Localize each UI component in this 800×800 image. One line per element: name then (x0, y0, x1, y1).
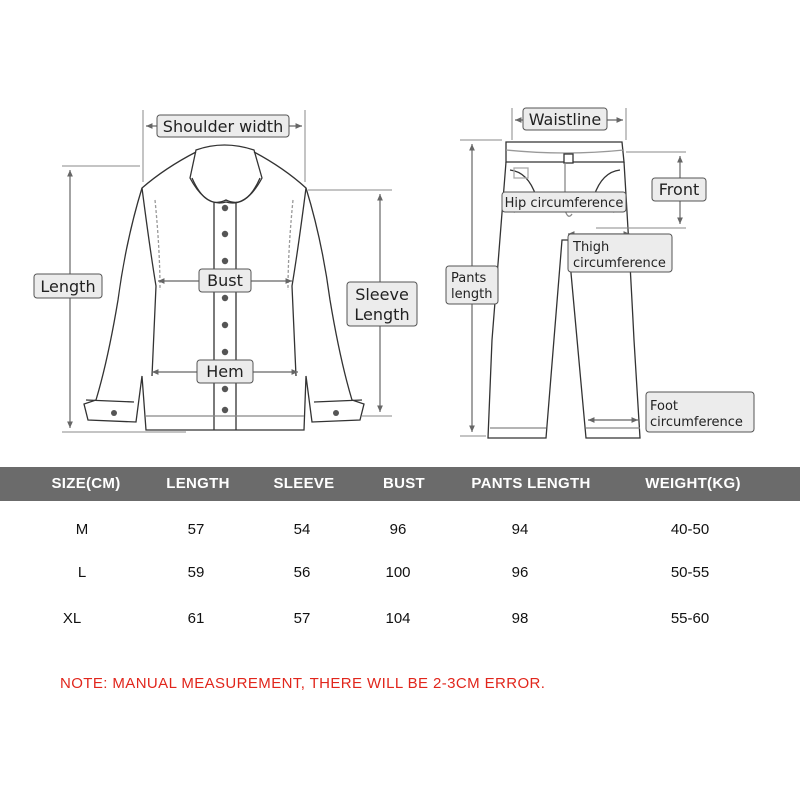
cell-sleeve: 54 (293, 521, 311, 538)
svg-text:circumference: circumference (650, 415, 743, 430)
cell-length: 59 (187, 564, 205, 581)
cell-weight: 55-60 (670, 610, 710, 627)
sleeve-length-label (347, 282, 417, 326)
svg-text:Length: Length (354, 305, 410, 324)
cell-length: 57 (187, 521, 205, 538)
svg-text:Pants: Pants (451, 271, 487, 286)
cell-size: XL (62, 610, 82, 627)
cell-size: L (77, 564, 87, 581)
col-header-pants-length: PANTS LENGTH (471, 475, 591, 492)
col-header-weight: WEIGHT(KG) (645, 475, 741, 492)
size-table-header (0, 467, 800, 501)
svg-text:Sleeve: Sleeve (355, 285, 409, 304)
foot-circumference-label (646, 392, 754, 432)
front-label (652, 178, 706, 201)
pants-length-label (446, 266, 498, 304)
pants-arrows (472, 120, 680, 432)
cell-bust: 96 (389, 521, 407, 538)
col-header-bust: BUST (382, 475, 426, 492)
col-header-size: SIZE(CM) (51, 475, 121, 492)
svg-text:Shoulder width: Shoulder width (162, 117, 284, 136)
svg-text:Waistline: Waistline (528, 110, 602, 129)
hip-circumference-label (502, 192, 626, 212)
svg-text:Foot: Foot (650, 399, 679, 414)
thigh-circumference-label (568, 234, 672, 272)
shirt-buttons (111, 205, 339, 416)
cell-pants-length: 96 (511, 564, 529, 581)
cell-sleeve: 56 (293, 564, 311, 581)
pants-drawing (488, 142, 640, 438)
cell-sleeve: 57 (293, 610, 311, 627)
shoulder-width-label (157, 115, 289, 137)
length-label (34, 274, 102, 298)
svg-text:Bust: Bust (207, 271, 243, 290)
waistline-label (523, 108, 607, 130)
svg-text:Hem: Hem (206, 362, 244, 381)
svg-text:Length: Length (40, 277, 96, 296)
cell-weight: 40-50 (670, 521, 710, 538)
cell-bust: 100 (385, 564, 411, 581)
hem-label (197, 360, 253, 383)
svg-text:Front: Front (658, 180, 700, 199)
svg-text:Hip circumference: Hip circumference (504, 196, 624, 211)
cell-weight: 50-55 (670, 564, 710, 581)
cell-bust: 104 (385, 610, 411, 627)
cell-size: M (75, 521, 89, 538)
cell-pants-length: 94 (511, 521, 529, 538)
bust-label (199, 269, 251, 292)
col-header-sleeve: SLEEVE (273, 475, 335, 492)
measurement-note: NOTE: MANUAL MEASUREMENT, THERE WILL BE 2-3CM ERROR. (60, 675, 546, 692)
col-header-length: LENGTH (166, 475, 230, 492)
svg-text:circumference: circumference (573, 256, 666, 271)
cell-length: 61 (187, 610, 205, 627)
svg-text:Thigh: Thigh (573, 240, 610, 255)
svg-text:length: length (451, 287, 493, 302)
cell-pants-length: 98 (511, 610, 529, 627)
